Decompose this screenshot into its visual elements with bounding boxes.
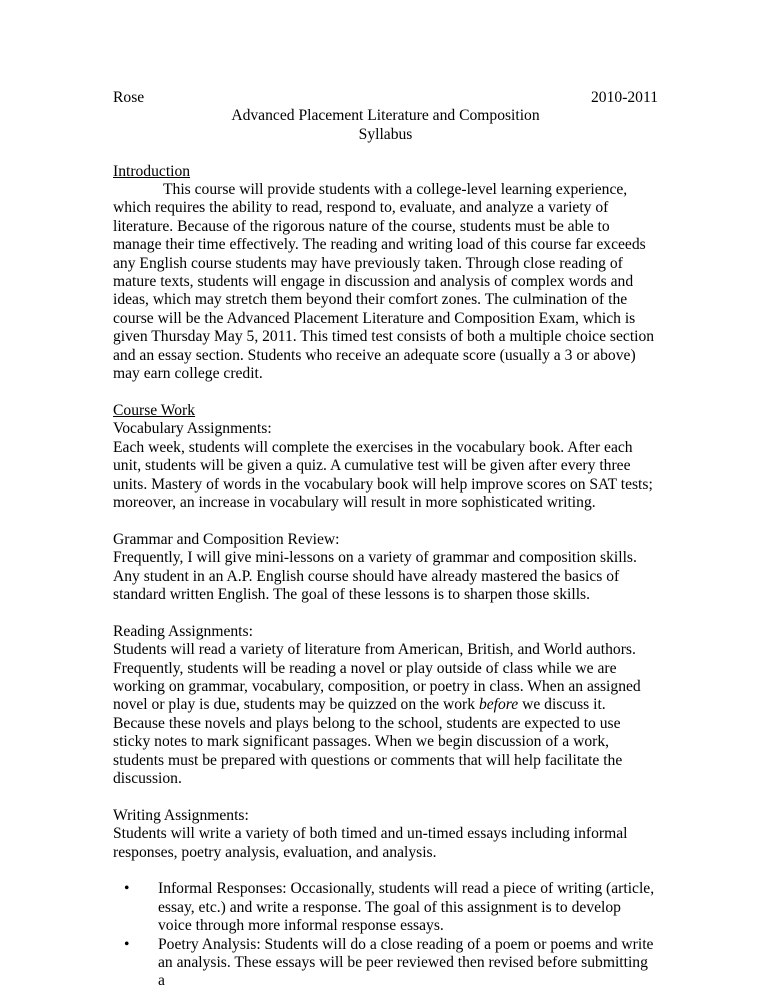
reading-paragraph	[113, 641, 658, 788]
reading-heading: Reading Assignments:	[113, 622, 253, 640]
reading-text-part-1: Students will read a variety of literature from American, British, and World authors. Frequently, students will be reading a novel or play outside of class while we are working on grammar, vocabulary, composition, or poetry in class. When an assigned novel or play is due, students may be quizzed on the work	[113, 641, 641, 714]
introduction-heading: Introduction	[113, 162, 191, 180]
document-subtitle: Syllabus	[358, 125, 413, 143]
grammar-paragraph: Frequently, I will give mini-lessons on a variety of grammar and composition skills. Any student in an A.P. English course should have already mastered the basics of standard written English. The goal of these lessons is to sharpen those skills.	[113, 549, 637, 603]
introduction-paragraph: This course will provide students with a college-level learning experience, which requires the ability to read, respond to, evaluate, and analyze a variety of literature. Because of the rigorous nature of the course, students must be able to manage their time effectively. The reading and writing load of this course far exceeds any English course students may have previously taken. Through close reading of mature texts, students will engage in discussion and analysis of complex words and ideas, which may stretch them beyond their comfort zones. The culmination of the course will be the Advanced Placement Literature and Composition Exam, which is given Thursday May 5, 2011. This timed test consists of both a multiple choice section and an essay section. Students who receive an adequate score (usually a 3 or above) may earn college credit.	[113, 181, 655, 383]
bullet-icon: •	[124, 880, 130, 898]
list-item-text: Poetry Analysis: Students will do a close reading of a poem or poems and write an analysis. These essays will be peer reviewed then revised before submitting a	[158, 935, 654, 990]
header-row	[113, 89, 658, 107]
author-name: Rose	[113, 89, 145, 106]
list-item-text: Informal Responses: Occasionally, students will read a piece of writing (article, essay, etc.) and write a response. The goal of this assignment is to develop voice through more informal response essays.	[158, 880, 655, 935]
list-item	[113, 880, 658, 935]
document-title: Advanced Placement Literature and Composition	[231, 107, 540, 125]
grammar-heading: Grammar and Composition Review:	[113, 530, 340, 548]
vocabulary-heading: Vocabulary Assignments:	[113, 420, 272, 438]
bullet-icon: •	[124, 935, 130, 953]
list-item	[113, 936, 658, 991]
writing-heading: Writing Assignments:	[113, 806, 249, 824]
writing-paragraph: Students will write a variety of both timed and un-timed essays including informal responses, poetry analysis, evaluation, and analysis.	[113, 825, 628, 861]
school-year: 2010-2011	[591, 89, 658, 106]
course-work-heading: Course Work	[113, 401, 196, 419]
vocabulary-paragraph: Each week, students will complete the exercises in the vocabulary book. After each unit, students will be given a quiz. A cumulative test will be given after every three units. Mastery of words in the vocabulary book will help improve scores on SAT tests; moreover, an increase in vocabulary will result in more sophisticated writing.	[113, 438, 653, 511]
reading-text-part-2: we discuss it. Because these novels and plays belong to the school, students are expected to use sticky notes to mark significant passages. When we begin discussion of a work, students must be prepared with questions or comments that will help facilitate the discussion.	[113, 696, 623, 787]
reading-emphasis: before	[478, 696, 519, 714]
writing-list	[113, 880, 658, 990]
